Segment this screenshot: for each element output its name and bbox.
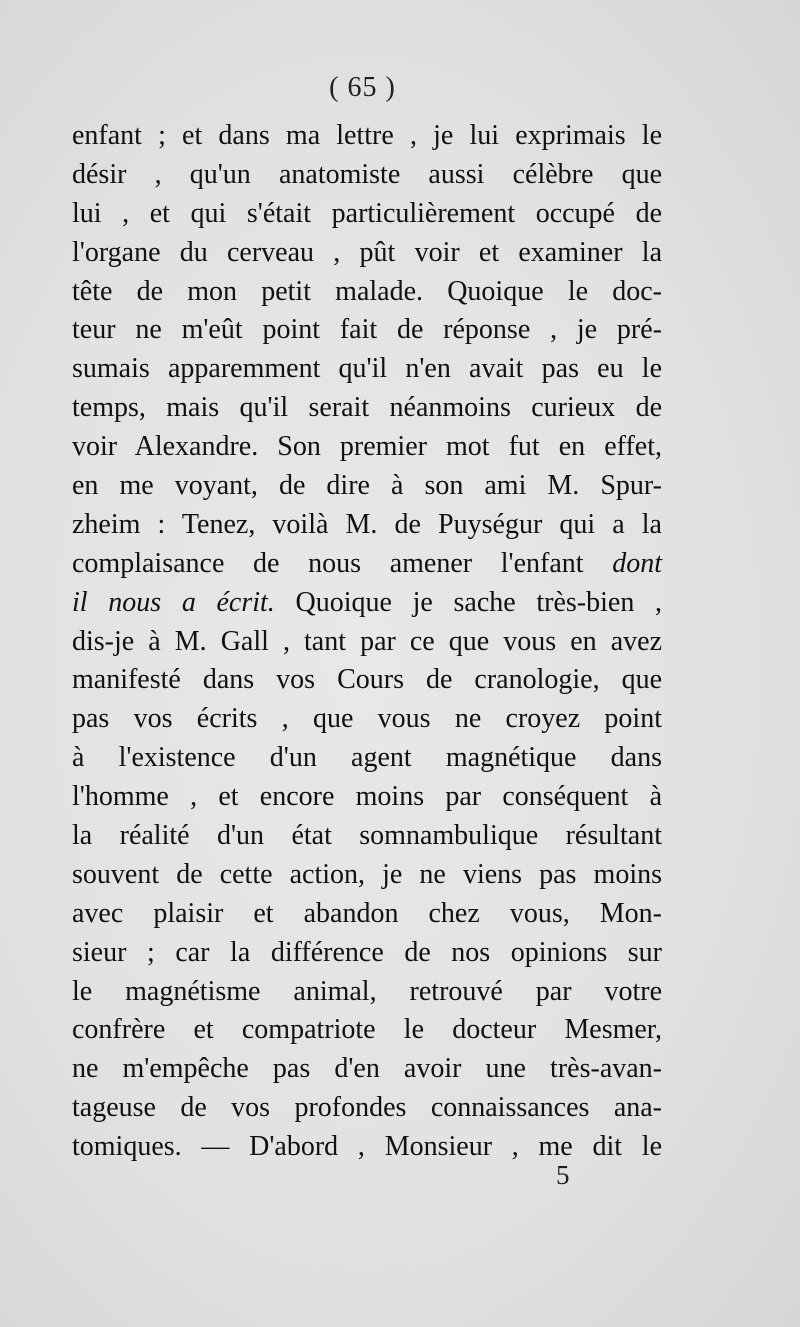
italic-text: dont — [612, 547, 662, 579]
line-text: Quoique je sache très-bien , — [295, 586, 662, 618]
text-line: manifesté dans vos Cours de cranologie, que — [72, 664, 662, 696]
text-line: tête de mon petit malade. Quoique le doc- — [72, 275, 662, 307]
text-line: la réalité d'un état somnambulique résultant — [72, 820, 662, 852]
text-line: l'organe du cerveau , pût voir et examiner la — [72, 236, 662, 268]
text-line: sieur ; car la différence de nos opinions sur — [72, 936, 662, 968]
text-line: confrère et compatriote le docteur Mesmer, — [72, 1014, 662, 1046]
text-line: tomiques. — D'abord , Monsieur , me dit le — [72, 1131, 662, 1163]
text-line: l'homme , et encore moins par conséquent à — [72, 781, 662, 813]
text-line — [72, 545, 662, 584]
text-line: pas vos écrits , que vous ne croyez point — [72, 703, 662, 735]
text-line: désir , qu'un anatomiste aussi célèbre que — [72, 158, 662, 190]
text-line: zheim : Tenez, voilà M. de Puységur qui a la — [72, 508, 662, 540]
text-line: voir Alexandre. Son premier mot fut en effet, — [72, 431, 662, 463]
text-line: sumais apparemment qu'il n'en avait pas eu le — [72, 353, 662, 385]
text-line: enfant ; et dans ma lettre , je lui exprimais le — [72, 120, 662, 151]
text-line: avec plaisir et abandon chez vous, Mon- — [72, 897, 662, 929]
text-line — [72, 584, 662, 623]
text-line: dis-je à M. Gall , tant par ce que vous en avez — [72, 625, 662, 657]
text-line: tageuse de vos profondes connaissances ana- — [72, 1092, 662, 1124]
text-line: en me voyant, de dire à son ami M. Spur- — [72, 470, 662, 502]
text-line: souvent de cette action, je ne viens pas moins — [72, 858, 662, 890]
line-text: complaisance de nous amener l'enfant — [72, 547, 584, 579]
signature-mark: 5 — [556, 1160, 570, 1190]
body-text — [72, 117, 662, 1167]
text-line: teur ne m'eût point fait de réponse , je pré- — [72, 314, 662, 346]
text-line: ne m'empêche pas d'en avoir une très-avan- — [72, 1053, 662, 1085]
text-line: le magnétisme animal, retrouvé par votre — [72, 975, 662, 1007]
text-line: lui , et qui s'était particulièrement occupé de — [72, 197, 662, 229]
text-line: à l'existence d'un agent magnétique dans — [72, 742, 662, 774]
text-line: temps, mais qu'il serait néanmoins curieux de — [72, 392, 662, 424]
page-number: ( 65 ) — [329, 72, 396, 103]
italic-text: il nous a écrit. — [72, 586, 275, 618]
